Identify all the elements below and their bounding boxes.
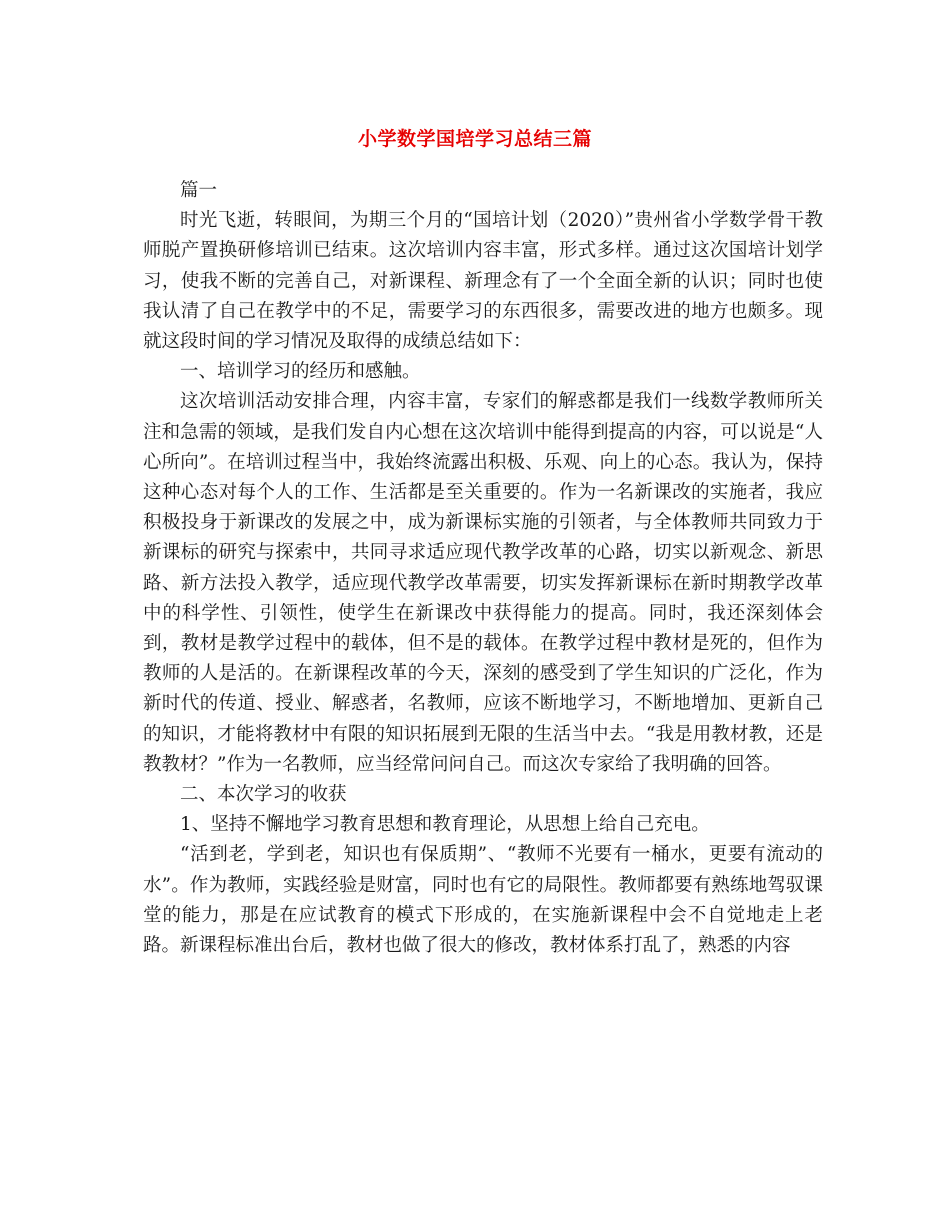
section-label: 篇一 xyxy=(180,180,218,201)
paragraph-intro: 时光飞逝，转眼间，为期三个月的“国培计划（2020）”贵州省小学数学骨干教师脱产置换研修培训已结束。这次培训内容丰富，形式多样。通过这次国培计划学习，使我不断的完善自己，对新课程、新理念有了一个全面全新的认识；同时也使我认清了自己在教学中的不足，需要学习的东西很多，需要改进的地方也颇多。现就这段时间的学习情况及取得的成绩总结如下： xyxy=(143,210,823,353)
document-title: 小学数学国培学习总结三篇 xyxy=(357,128,592,150)
paragraph-continuous-learning: “活到老，学到老，知识也有保质期”、“教师不光要有一桶水，更要有流动的水”。作为教师，实践经验是财富，同时也有它的局限性。教师都要有熟练地驾驭课堂的能力，那是在应试教育的模式下形成的，在实施新课程中会不自觉地走上老路。新课程标准出台后，教材也做了很大的修改，教材体系打乱了，熟悉的内容 xyxy=(143,844,823,957)
heading-learning-gains: 二、本次学习的收获 xyxy=(180,784,347,806)
subheading-continuous-learning: 1、坚持不懈地学习教育思想和教育理论，从思想上给自己充电。 xyxy=(180,814,710,836)
paragraph-training-experience: 这次培训活动安排合理，内容丰富，专家们的解惑都是我们一线数学教师所关注和急需的领域，是我们发自内心想在这次培训中能得到提高的内容，可以说是“人心所向”。在培训过程当中，我始终流露出积极、乐观、向上的心态。我认为，保持这种心态对每个人的工作、生活都是至关重要的。作为一名新课改的实施者，我应积极投身于新课改的发展之中，成为新课标实施的引领者，与全体教师共同致力于新课标的研究与探索中，共同寻求适应现代教学改革的心路，切实以新观念、新思路、新方法投入教学，适应现代教学改革需要，切实发挥新课标在新时期教学改革中的科学性、引领性，使学生在新课改中获得能力的提高。同时，我还深刻体会到，教材是教学过程中的载体，但不是的载体。在教学过程中教材是死的，但作为教师的人是活的。在新课程改革的今天，深刻的感受到了学生知识的广泛化，作为新时代的传道、授业、解惑者，名教师，应该不断地学习，不断地增加、更新自己的知识，才能将教材中有限的知识拓展到无限的生活当中去。“我是用教材教，还是教教材？”作为一名教师，应当经常问问自己。而这次专家给了我明确的回答。 xyxy=(143,391,823,775)
document-body xyxy=(143,158,823,961)
heading-training-experience: 一、培训学习的经历和感触。 xyxy=(180,361,421,383)
